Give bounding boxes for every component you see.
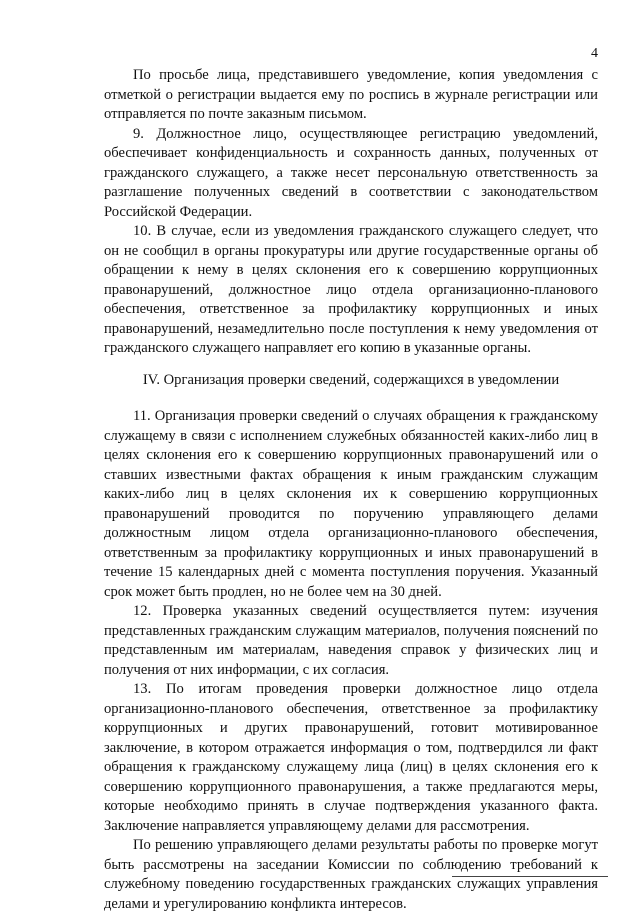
footer-divider bbox=[452, 876, 608, 877]
document-body bbox=[104, 66, 598, 914]
paragraph-10: 10. В случае, если из уведомления гражданского служащего следует, что он не сообщил в органы прокуратуры или другие государственные органы об обращении к нему в целях склонения его к совершению коррупционных правонарушений, должностное лицо отдела организационно-планового обеспечения, ответственное за профилактику коррупционных и иных правонарушений, незамедлительно после поступления к нему уведомления от гражданского служащего направляет его копию в указанные органы. bbox=[104, 223, 598, 356]
paragraph-13: 13. По итогам проведения проверки должностное лицо отдела организационно-планового обеспечения, ответственное за профилактику коррупционных и других правонарушений, готовит мотивированное заключение, в котором отражается информация о том, подтвердился ли факт обращения к гражданскому служащему лица (лиц) в целях склонения его к совершению коррупционного правонарушения, а также предлагаются меры, которые необходимо принять в случае подтверждения указанного факта. Заключение направляется управляющему делами для рассмотрения. bbox=[104, 681, 598, 834]
paragraph-receipt-copy: По просьбе лица, представившего уведомление, копия уведомления с отметкой о регистрации выдается ему по роспись в журнале регистрации или отправляется по почте заказным письмом. bbox=[104, 67, 598, 122]
section-heading: IV. Организация проверки сведений, содержащихся в уведомлении bbox=[142, 371, 560, 388]
paragraph-12: 12. Проверка указанных сведений осуществляется путем: изучения представленных гражданским служащим материалов, получения пояснений по представленным им материалам, наведения справок у физических лиц и получения от них информации, с их согласия. bbox=[104, 603, 598, 678]
paragraph-11: 11. Организация проверки сведений о случаях обращения к гражданскому служащему в связи с исполнением служебных обязанностей каких-либо лиц в целях склонения его к совершению коррупционных правонарушений или о ставших известными фактах обращения к иным гражданским служащим каких-либо лиц в целях склонения их к совершению коррупционных правонарушений проводится по поручению управляющего делами должностным лицом отдела организационно-планового обеспечения, ответственным за профилактику коррупционных и иных правонарушений в течение 15 календарных дней с момента поступления поручения. Указанный срок может быть продлен, но не более чем на 30 дней. bbox=[104, 408, 598, 600]
paragraph-9: 9. Должностное лицо, осуществляющее регистрацию уведомлений, обеспечивает конфиденциальность и сохранность данных, полученных от гражданского служащего, а также несет персональную ответственность за разглашение полученных сведений в соответствии с законодательством Российской Федерации. bbox=[104, 125, 598, 220]
paragraph-commission-decision: По решению управляющего делами результаты работы по проверке могут быть рассмотрены на заседании Комиссии по соблюдению требований к служебному поведению государственных гражданских служащих управления делами и урегулированию конфликта интересов. bbox=[104, 837, 598, 912]
page-number: 4 bbox=[591, 46, 598, 61]
